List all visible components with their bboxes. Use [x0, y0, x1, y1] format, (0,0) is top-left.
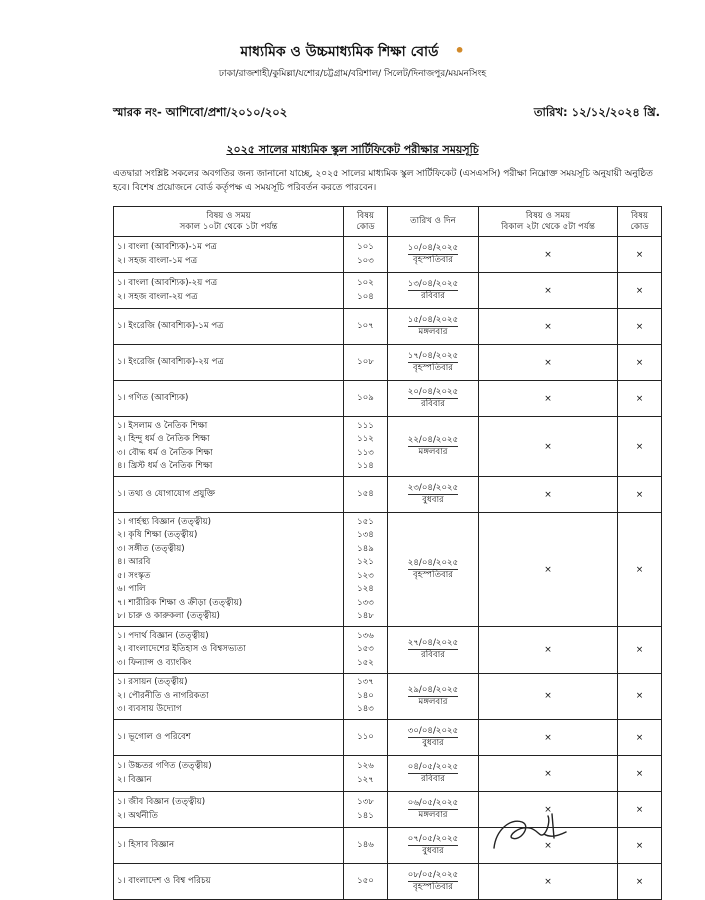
subject-name: ৩। ব্যবসায় উদ্যোগ — [117, 704, 182, 714]
subject-name: ২। পৌরনীতি ও নাগরিকতা — [117, 690, 209, 701]
subject-code: ১৫০ — [357, 875, 374, 886]
subject-code: ১২৩ — [357, 570, 374, 581]
table-row — [114, 720, 662, 756]
subject-code: ১২৭ — [357, 774, 374, 785]
exam-date: ২২/০৪/২০২৫ — [407, 435, 459, 445]
subject-name: ১। রসায়ন (তত্ত্বীয়) — [117, 677, 188, 687]
subject-cell — [114, 864, 344, 900]
exam-day: রবিবার — [421, 774, 445, 784]
date-cell — [388, 627, 479, 674]
date-cell — [388, 309, 479, 345]
exam-day: বৃহস্পতিবার — [412, 570, 454, 580]
code-cell — [344, 627, 388, 674]
header-afternoon-subject-label: বিষয় ও সময় — [525, 210, 571, 221]
table-row — [114, 864, 662, 900]
date-cell — [388, 720, 479, 756]
subject-name: ৮। চারু ও কারুকলা (তত্ত্বীয়) — [117, 611, 220, 621]
exam-day: বুধবার — [422, 495, 444, 505]
table-row — [114, 309, 662, 345]
subject-name: ৪। আরবি — [117, 557, 151, 567]
subject-code: ১০৯ — [357, 392, 374, 403]
subject-cell — [114, 381, 344, 417]
afternoon-code-cell: × — [618, 720, 662, 756]
subject-name: ২। অর্থনীতি — [117, 810, 158, 821]
date-cell — [388, 273, 479, 309]
date-cell — [388, 756, 479, 792]
afternoon-code-cell: × — [618, 756, 662, 792]
afternoon-cell: × — [479, 673, 618, 720]
subject-code: ১৩৭ — [357, 677, 374, 687]
subject-code: ১১৪ — [357, 461, 374, 471]
subject-cell — [114, 828, 344, 864]
subject-code: ১৫২ — [357, 657, 374, 668]
exam-day: বুধবার — [422, 846, 444, 856]
intro-paragraph: এতদ্বারা সংশ্লিষ্ট সকলের অবগতির জন্য জানানো যাচ্ছে, ২০২৫ সালের মাধ্যমিক স্কুল সার্টিফিকেট (এসএসসি) পরীক্ষা নিম্নোক্ত সময়সূচি অনুযায়ী অনুষ্ঠিত হবে। বিশেষ প্রয়োজনে বোর্ড কর্তৃপক্ষ এ সময়সূচি পরিবর্তন করতে পারবেন। — [113, 169, 653, 193]
subject-cell — [114, 627, 344, 674]
header-afternoon — [479, 207, 618, 237]
afternoon-cell: × — [479, 345, 618, 381]
subject-code: ১৫১ — [357, 516, 374, 527]
header-subject-time — [114, 207, 344, 237]
exam-date: ০৭/০৫/২০২৫ — [407, 834, 459, 844]
afternoon-code-cell: × — [618, 237, 662, 273]
subject-name: ৬। পালি — [117, 584, 146, 594]
subject-name: ১। পদার্থ বিজ্ঞান (তত্ত্বীয়) — [117, 630, 209, 641]
table-row — [114, 273, 662, 309]
board-name-text: মাধ্যমিক ও উচ্চমাধ্যমিক শিক্ষা বোর্ড — [240, 44, 439, 60]
subject-name: ১। উচ্চতর গণিত (তত্ত্বীয়) — [117, 761, 212, 771]
table-row — [114, 673, 662, 720]
afternoon-cell: × — [479, 792, 618, 828]
date-cell — [388, 673, 479, 720]
code-cell — [344, 273, 388, 309]
signature-mark — [488, 808, 578, 860]
exam-day: বুধবার — [422, 738, 444, 748]
subject-code: ১২১ — [357, 557, 374, 567]
subject-name: ২। হিন্দু ধর্ম ও নৈতিক শিক্ষা — [117, 434, 210, 444]
afternoon-cell: × — [479, 417, 618, 477]
header-morning-time-label: সকাল ১০টা থেকে ১টা পর্যন্ত — [179, 221, 278, 232]
subject-name: ৪। খ্রিস্ট ধর্ম ও নৈতিক শিক্ষা — [117, 461, 213, 471]
code-cell — [344, 513, 388, 627]
exam-date: ১৩/০৪/২০২৫ — [407, 279, 459, 289]
header-date-day: তারিখ ও দিন — [388, 207, 479, 237]
date-cell — [388, 345, 479, 381]
subject-cell — [114, 477, 344, 513]
exam-date: ০৮/০৫/২০২৫ — [407, 870, 459, 880]
subject-name: ৩। ফিন্যান্স ও ব্যাংকিং — [117, 657, 192, 668]
subject-cell — [114, 309, 344, 345]
subject-code: ১২৬ — [357, 761, 374, 771]
exam-day: রবিবার — [421, 291, 445, 301]
subject-code: ১৫৩ — [357, 644, 374, 654]
code-cell — [344, 720, 388, 756]
schedule-body — [114, 237, 662, 900]
code-cell — [344, 864, 388, 900]
subject-cell — [114, 756, 344, 792]
exam-day: রবিবার — [421, 650, 445, 661]
subject-name: ১। বাংলা (আবশ্যিক)-২য় পত্র — [117, 278, 218, 288]
afternoon-code-cell: × — [618, 864, 662, 900]
code-cell — [344, 237, 388, 273]
subject-cell — [114, 720, 344, 756]
subject-code: ১০৮ — [357, 356, 374, 367]
date-cell — [388, 828, 479, 864]
code-cell — [344, 309, 388, 345]
afternoon-cell: × — [479, 309, 618, 345]
subject-name: ১। বাংলাদেশ ও বিশ্ব পরিচয় — [117, 875, 211, 886]
table-row — [114, 828, 662, 864]
exam-day: মঙ্গলবার — [418, 327, 448, 337]
subject-name: ২। বাংলাদেশের ইতিহাস ও বিশ্বসভ্যতা — [117, 644, 246, 654]
subject-code: ১১২ — [357, 434, 374, 444]
subject-cell — [114, 417, 344, 477]
subject-code: ১০৭ — [357, 320, 374, 331]
subject-code: ১১০ — [357, 731, 374, 742]
afternoon-cell: × — [479, 273, 618, 309]
afternoon-code-cell: × — [618, 627, 662, 674]
date-cell — [388, 237, 479, 273]
afternoon-cell: × — [479, 756, 618, 792]
subject-cell — [114, 792, 344, 828]
subject-name: ১। জীব বিজ্ঞান (তত্ত্বীয়) — [117, 797, 206, 807]
subject-name: ৩। বৌদ্ধ ধর্ম ও নৈতিক শিক্ষা — [117, 447, 213, 458]
code-cell — [344, 792, 388, 828]
afternoon-cell: × — [479, 477, 618, 513]
exam-date: ২৪/০৪/২০২৫ — [407, 558, 459, 568]
subject-code: ১৩৬ — [357, 630, 374, 641]
subject-name: ১। গণিত (আবশ্যিক) — [117, 392, 189, 403]
subject-name: ১। ইংরেজি (আবশ্যিক)-১ম পত্র — [117, 320, 224, 331]
date-cell — [388, 477, 479, 513]
exam-day: মঙ্গলবার — [418, 696, 448, 707]
subject-code: ১৩৮ — [357, 797, 374, 807]
subject-cell — [114, 673, 344, 720]
subject-code: ১২৪ — [357, 584, 374, 594]
table-row — [114, 477, 662, 513]
subject-name: ১। বাংলা (আবশ্যিক)-১ম পত্র — [117, 242, 217, 252]
code-cell — [344, 477, 388, 513]
exam-date: ২৭/০৪/২০২৫ — [407, 638, 459, 649]
afternoon-cell: × — [479, 720, 618, 756]
date-cell — [388, 864, 479, 900]
afternoon-cell: × — [479, 237, 618, 273]
exam-day: রবিবার — [421, 399, 445, 409]
date-cell — [388, 417, 479, 477]
subject-name: ২। সহজ বাংলা-১ম পত্র — [117, 255, 198, 266]
exam-date: ০৪/০৫/২০২৫ — [407, 762, 459, 772]
date-cell — [388, 792, 479, 828]
afternoon-code-cell: × — [618, 513, 662, 627]
table-row — [114, 345, 662, 381]
subject-name: ১। গার্হস্থ্য বিজ্ঞান (তত্ত্বীয়) — [117, 516, 211, 527]
afternoon-code-cell: × — [618, 792, 662, 828]
subject-code: ১১১ — [357, 420, 374, 431]
table-row — [114, 237, 662, 273]
exam-schedule-table — [113, 206, 662, 900]
header-afternoon-time-label: বিকাল ২টা থেকে ৫টা পর্যন্ত — [501, 221, 595, 232]
exam-day: বৃহস্পতিবার — [412, 255, 454, 265]
subject-cell — [114, 345, 344, 381]
document-title: ২০২৫ সালের মাধ্যমিক স্কুল সার্টিফিকেট পরীক্ষার সময়সূচি — [226, 143, 479, 156]
table-row — [114, 381, 662, 417]
dot-mark: • — [443, 41, 465, 60]
afternoon-code-cell: × — [618, 673, 662, 720]
exam-date: ১৫/০৪/২০২৫ — [407, 315, 459, 325]
date-cell — [388, 513, 479, 627]
code-cell — [344, 345, 388, 381]
exam-date: ২০/০৪/২০২৫ — [407, 387, 459, 397]
table-header-row — [114, 207, 662, 237]
memo-number: স্মারক নং- আশিবো/প্রশা/২০১০/২০২ — [113, 105, 288, 119]
subject-code: ১৪১ — [357, 810, 374, 821]
subject-code: ১৪৮ — [357, 611, 374, 621]
afternoon-cell: × — [479, 864, 618, 900]
exam-date: ১৭/০৪/২০২৫ — [407, 351, 459, 361]
subject-cell — [114, 273, 344, 309]
header-subject-time-label: বিষয় ও সময় — [206, 210, 251, 221]
subject-code: ১০১ — [357, 242, 374, 252]
exam-day: বৃহস্পতিবার — [412, 882, 454, 892]
afternoon-code-cell: × — [618, 381, 662, 417]
table-row — [114, 627, 662, 674]
subject-code: ১৪৯ — [357, 543, 374, 554]
exam-date: ২৯/০৪/২০২৫ — [407, 684, 459, 695]
subject-code: ১০৪ — [357, 291, 374, 302]
subject-code: ১০৩ — [357, 255, 374, 266]
subject-code: ১১৩ — [357, 447, 374, 458]
code-cell — [344, 756, 388, 792]
subject-name: ৫। সংস্কৃত — [117, 570, 151, 581]
table-row — [114, 756, 662, 792]
subject-name: ১। ভূগোল ও পরিবেশ — [117, 731, 191, 742]
subject-cell — [114, 513, 344, 627]
board-name — [0, 40, 705, 64]
exam-day: বৃহস্পতিবার — [412, 363, 454, 373]
subject-name: ১। তথ্য ও যোগাযোগ প্রযুক্তি — [117, 488, 216, 499]
table-row — [114, 417, 662, 477]
signature — [488, 808, 578, 864]
afternoon-cell: × — [479, 627, 618, 674]
header-code-2: বিষয় কোড — [618, 207, 662, 237]
subject-code: ১৫৪ — [357, 488, 374, 499]
subject-name: ৩। সঙ্গীত (তত্ত্বীয়) — [117, 543, 185, 554]
afternoon-cell: × — [479, 828, 618, 864]
afternoon-cell: × — [479, 513, 618, 627]
afternoon-cell: × — [479, 381, 618, 417]
date-cell — [388, 381, 479, 417]
subject-name: ১। ইসলাম ও নৈতিক শিক্ষা — [117, 420, 208, 431]
afternoon-code-cell: × — [618, 417, 662, 477]
header-code: বিষয় কোড — [344, 207, 388, 237]
subject-code: ১৪০ — [357, 690, 374, 701]
afternoon-code-cell: × — [618, 273, 662, 309]
subject-code: ১৪৬ — [357, 839, 374, 850]
subject-name: ২। সহজ বাংলা-২য় পত্র — [117, 291, 198, 302]
exam-date: ২৩/০৪/২০২৫ — [407, 483, 459, 493]
subject-name: ২। বিজ্ঞান — [117, 774, 152, 785]
board-cities: ঢাকা/রাজশাহী/কুমিল্লা/যশোর/চট্টগ্রাম/বরিশাল/ সিলেট/দিনাজপুর/ময়মনসিংহ — [218, 69, 487, 79]
exam-day: মঙ্গলবার — [418, 447, 448, 457]
exam-date: ০৬/০৫/২০২৫ — [407, 798, 459, 808]
subject-name: ১। হিসাব বিজ্ঞান — [117, 839, 175, 850]
afternoon-code-cell: × — [618, 477, 662, 513]
exam-day: মঙ্গলবার — [418, 810, 448, 820]
subject-code: ১৩৪ — [357, 530, 374, 540]
code-cell — [344, 673, 388, 720]
subject-name: ২। কৃষি শিক্ষা (তত্ত্বীয়) — [117, 530, 198, 540]
code-cell — [344, 381, 388, 417]
code-cell — [344, 417, 388, 477]
subject-name: ১। ইংরেজি (আবশ্যিক)-২য় পত্র — [117, 356, 224, 367]
code-cell — [344, 828, 388, 864]
exam-date: ৩০/০৪/২০২৫ — [407, 726, 459, 736]
subject-code: ১০২ — [357, 278, 374, 288]
issue-date: তারিখ: ১২/১২/২০২৪ খ্রি. — [533, 105, 660, 119]
exam-date: ১০/০৪/২০২৫ — [407, 243, 459, 253]
table-row — [114, 792, 662, 828]
afternoon-code-cell: × — [618, 828, 662, 864]
afternoon-code-cell: × — [618, 345, 662, 381]
afternoon-code-cell: × — [618, 309, 662, 345]
table-row — [114, 513, 662, 627]
subject-name: ৭। শারীরিক শিক্ষা ও ক্রীড়া (তত্ত্বীয়) — [117, 597, 243, 608]
subject-cell — [114, 237, 344, 273]
subject-code: ১৩৩ — [357, 597, 374, 608]
subject-code: ১৪৩ — [357, 704, 374, 714]
